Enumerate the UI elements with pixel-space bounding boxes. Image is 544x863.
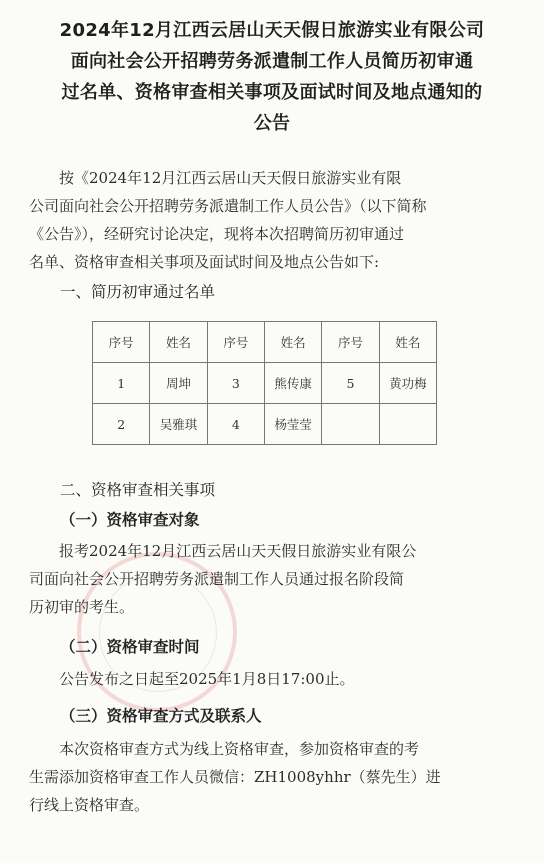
table-cell: 杨莹莹 [264, 404, 321, 445]
table-header-cell: 序号 [207, 322, 264, 363]
title-line: 公告 [253, 113, 291, 134]
table-cell: 周坤 [150, 363, 207, 404]
table-cell: 吴雅琪 [150, 404, 207, 445]
names-table [92, 321, 437, 445]
table-cell: 1 [93, 363, 150, 404]
paragraph-line: 司面向社会公开招聘劳务派遣制工作人员通过报名阶段简 [29, 570, 405, 588]
table-cell [379, 404, 436, 445]
table-row [93, 363, 437, 404]
table-header-cell: 序号 [93, 322, 150, 363]
subsection-heading: （三）资格审查方式及联系人 [60, 706, 262, 725]
table-cell: 4 [207, 404, 264, 445]
paragraph-line: 公告发布之日起至2025年1月8日17:00止。 [59, 670, 355, 688]
table-row [93, 404, 437, 445]
table-cell: 5 [322, 363, 379, 404]
table-header-row [93, 322, 437, 363]
paragraph-line: 《公告》），经研究讨论决定，现将本次招聘简历初审通过 [29, 225, 405, 243]
subsection-heading: （二）资格审查时间 [60, 637, 200, 656]
review-time-paragraph [29, 665, 509, 693]
section-heading: 二、资格审查相关事项 [60, 481, 216, 499]
paragraph-line: 生需添加资格审查工作人员微信：ZH1008yhhr（蔡先生）进 [29, 768, 441, 786]
paragraph-line: 按《2024年12月江西云居山天天假日旅游实业有限 [59, 169, 402, 187]
table-header-cell: 序号 [322, 322, 379, 363]
section-heading: 一、简历初审通过名单 [60, 283, 216, 301]
intro-paragraph [29, 164, 509, 276]
table-header-cell: 姓名 [150, 322, 207, 363]
document-title [14, 15, 530, 139]
qualification-paragraph [29, 537, 509, 621]
paragraph-line: 历初审的考生。 [29, 598, 135, 616]
subsection-heading: （一）资格审查对象 [60, 510, 200, 529]
table-header-cell: 姓名 [264, 322, 321, 363]
paragraph-line: 公司面向社会公开招聘劳务派遣制工作人员公告》（以下简称 [29, 197, 427, 215]
title-line: 2024年12月江西云居山天天假日旅游实业有限公司 [59, 20, 485, 41]
table-cell: 熊传康 [264, 363, 321, 404]
paragraph-line: 本次资格审查方式为线上资格审查，参加资格审查的考 [59, 740, 420, 758]
table-header-cell: 姓名 [379, 322, 436, 363]
table-cell [322, 404, 379, 445]
table-cell: 黄功梅 [379, 363, 436, 404]
review-method-paragraph [29, 735, 509, 819]
title-line: 面向社会公开招聘劳务派遣制工作人员简历初审通 [70, 51, 474, 72]
paragraph-line: 行线上资格审查。 [29, 796, 150, 814]
paragraph-line: 名单、资格审查相关事项及面试时间及地点公告如下: [29, 253, 380, 271]
paragraph-line: 报考2024年12月江西云居山天天假日旅游实业有限公 [59, 542, 417, 560]
table-cell: 2 [93, 404, 150, 445]
title-line: 过名单、资格审查相关事项及面试时间及地点通知的 [61, 82, 483, 103]
table-cell: 3 [207, 363, 264, 404]
